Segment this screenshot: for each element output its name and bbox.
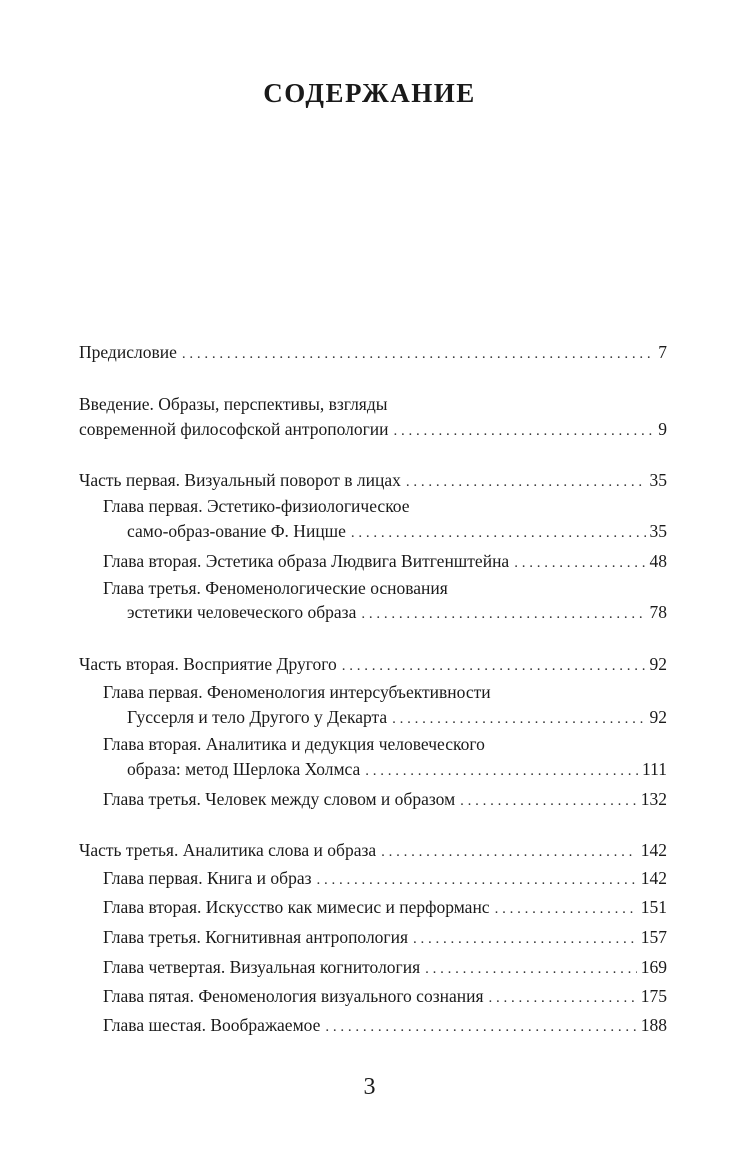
toc-page-number: 35 [649,470,667,490]
toc-entry-part1[interactable] [79,468,667,494]
toc-page-number: 111 [642,759,667,779]
toc-entry-text: Глава вторая. Искусство как мимесис и перформанс [103,897,490,917]
toc-entry-p3c4[interactable] [103,955,667,981]
toc-page-number: 188 [640,1015,667,1035]
toc-page-number: 169 [640,957,667,977]
toc-entry-text: Глава вторая. Эстетика образа Людвига Витгенштейна [103,551,510,571]
toc-entry-text: эстетики человеческого образа [127,602,357,622]
dot-leader [413,927,637,951]
dot-leader [393,419,654,443]
toc-entry-p2c2[interactable] [127,757,667,783]
toc-entry-intro[interactable] [79,417,667,443]
toc-entry-p1c3[interactable] [127,600,667,626]
toc-entry-text: Глава первая. Книга и образ [103,868,312,888]
toc-entry-p3c2[interactable] [103,895,667,921]
dot-leader [317,868,637,892]
toc-entry-p3c5[interactable] [103,984,667,1010]
toc-entry-p1c1-line1[interactable]: Глава первая. Эстетико-физиологическое [103,496,410,516]
page-title: СОДЕРЖАНИЕ [263,78,476,108]
toc-entry-p2c2-line1[interactable]: Глава вторая. Аналитика и дедукция человеческого [103,734,485,754]
toc-entry-text: Глава пятая. Феноменология визуального сознания [103,986,484,1006]
toc-entry-p3c3[interactable] [103,925,667,951]
toc-entry-text: Часть первая. Визуальный поворот в лицах [79,470,401,490]
dot-leader [365,759,638,783]
toc-page-number: 9 [658,419,667,439]
toc-entry-text: Предисловие [79,342,177,362]
toc-entry-intro-line1[interactable]: Введение. Образы, перспективы, взгляды [79,394,388,414]
toc-entry-text: современной философской антропологии [79,419,389,439]
toc-entry-p2c3[interactable] [103,787,667,813]
toc-page-number: 132 [640,789,667,809]
dot-leader [495,897,637,921]
toc-entry-text: Часть вторая. Восприятие Другого [79,654,337,674]
toc-entry-text: Часть третья. Аналитика слова и образа [79,840,377,860]
toc-entry-p2c1-line1[interactable]: Глава первая. Феноменология интерсубъективности [103,682,491,702]
toc-entry-text: Глава четвертая. Визуальная когнитология [103,957,421,977]
dot-leader [392,707,645,731]
toc-entry-p3c1[interactable] [103,866,667,892]
toc-page-number: 142 [640,840,667,860]
toc-entry-preface[interactable] [79,340,667,366]
toc-entry-part2[interactable] [79,652,667,678]
toc-entry-text: Гуссерля и тело Другого у Декарта [127,707,388,727]
dot-leader [425,957,637,981]
toc-entry-text: Глава третья. Человек между словом и образом [103,789,456,809]
toc-page-number: 48 [649,551,667,571]
toc-page-number: 157 [640,927,667,947]
toc-page-number: 142 [640,868,667,888]
dot-leader [351,521,646,545]
page-number: 3 [363,1074,376,1100]
toc-entry-p1c2[interactable] [103,549,667,575]
dot-leader [361,602,645,626]
toc-entry-part3[interactable] [79,838,667,864]
toc-page-number: 92 [649,654,667,674]
dot-leader [182,342,654,366]
toc-page-number: 175 [640,986,667,1006]
toc-page-number: 92 [649,707,667,727]
dot-leader [325,1015,636,1039]
dot-leader [406,470,646,494]
dot-leader [381,840,637,864]
toc-entry-p3c6[interactable] [103,1013,667,1039]
toc-entry-p2c1[interactable] [127,705,667,731]
toc-entry-text: само-образ-ование Ф. Ницше [127,521,346,541]
toc-page-number: 151 [640,897,667,917]
toc-page-number: 35 [649,521,667,541]
dot-leader [514,551,645,575]
toc-entry-p1c3-line1[interactable]: Глава третья. Феноменологические основания [103,578,448,598]
toc-entry-text: Глава третья. Когнитивная антропология [103,927,409,947]
dot-leader [342,654,646,678]
dot-leader [460,789,637,813]
toc-entry-text: Глава шестая. Воображаемое [103,1015,321,1035]
toc-entry-p1c1[interactable] [127,519,667,545]
toc-entry-text: образа: метод Шерлока Холмса [127,759,361,779]
dot-leader [489,986,637,1010]
toc-page-number: 78 [649,602,667,622]
toc-page-number: 7 [658,342,667,362]
